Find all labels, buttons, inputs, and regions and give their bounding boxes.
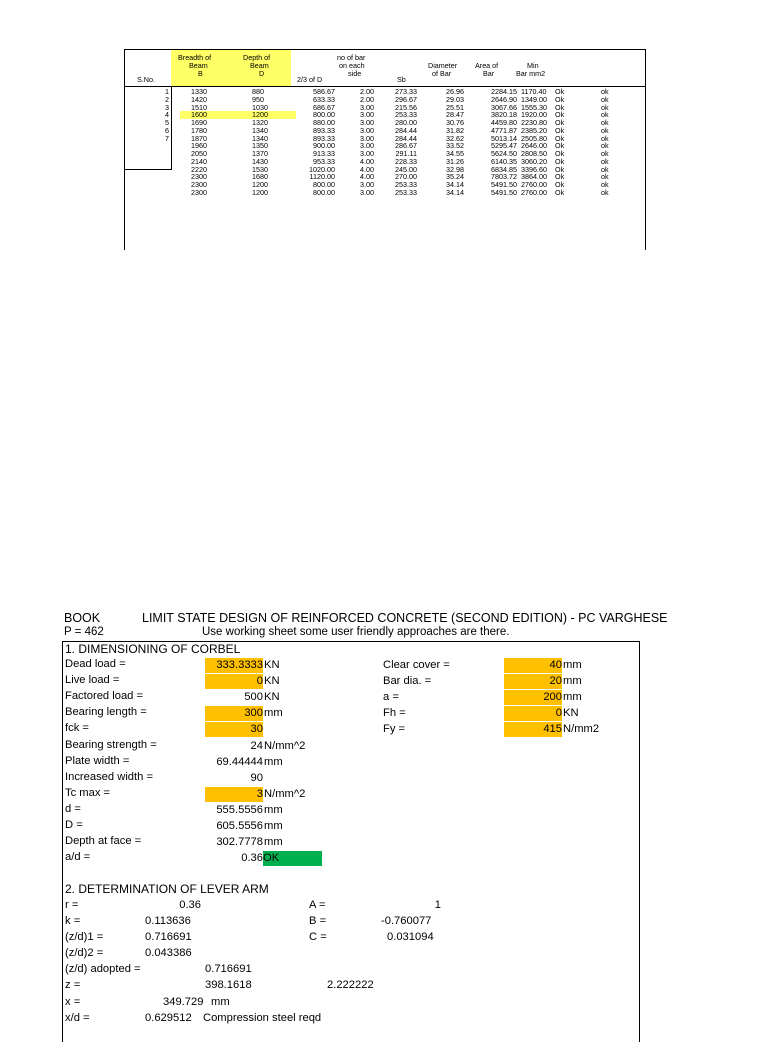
header-depth-2: Beam (250, 61, 269, 70)
dead-load-unit: KN (264, 659, 280, 671)
header-area-1: Area of (475, 61, 499, 70)
section-dimensioning: 1. DIMENSIONING OF CORBEL (65, 642, 241, 656)
cell-status: Ok (555, 180, 565, 189)
cell-depth: 1680 (252, 172, 268, 182)
book-line (64, 611, 668, 625)
zd2-label: (z/d)2 = (65, 947, 104, 959)
bearing-strength-unit: N/mm^2 (264, 740, 306, 752)
cell-min: 1920.00 (521, 110, 547, 120)
zd-adopted-value: 0.716691 (205, 963, 252, 975)
d-effective-value: 555.5556 (216, 804, 263, 816)
live-load-unit: KN (264, 675, 280, 687)
cell-dia: 30.76 (446, 118, 464, 127)
cell-check: ok (601, 133, 609, 143)
cell-bars: 3.00 (360, 118, 374, 127)
bearing-length-label: Bearing length = (65, 706, 147, 718)
a-value[interactable]: 200 (504, 690, 562, 705)
cell-two-third: 800.00 (313, 110, 335, 120)
cell-sno: 2 (165, 94, 169, 104)
bearing-strength-label: Bearing strength = (65, 739, 157, 751)
zd-adopted-label: (z/d) adopted = (65, 963, 141, 975)
bearing-strength-value: 24 (250, 740, 263, 752)
fh-value[interactable]: 0 (504, 706, 562, 721)
a-over-d-status: OK (263, 851, 322, 866)
cell-bars: 2.00 (360, 87, 374, 96)
cell-area: 3820.18 (491, 110, 517, 120)
cell-two-third: 913.33 (313, 149, 335, 158)
factored-load-unit: KN (264, 691, 280, 703)
tc-max-label: Tc max = (65, 787, 111, 799)
header-dia-1: Diameter (428, 61, 458, 70)
cell-breadth: 2220 (191, 164, 207, 174)
header-min-2: Bar mm2 (516, 69, 546, 78)
fck-value[interactable]: 30 (205, 722, 263, 737)
cell-min: 2760.00 (521, 180, 547, 189)
cell-status: Ok (555, 110, 565, 120)
table-row (125, 189, 645, 197)
cell-breadth: 2050 (191, 149, 207, 158)
cell-depth: 1530 (252, 164, 268, 174)
cell-two-third: 1120.00 (309, 172, 335, 182)
header-breadth-3: B (198, 69, 203, 78)
cell-bars: 4.00 (360, 156, 374, 166)
depth-face-label: Depth at face = (65, 835, 142, 847)
cell-check: ok (601, 141, 609, 151)
r-label: r = (65, 899, 79, 911)
cell-dia: 34.14 (446, 187, 464, 197)
x-unit: mm (211, 996, 230, 1008)
cell-dia: 33.52 (446, 141, 464, 151)
cell-sno: 5 (165, 118, 169, 127)
bearing-length-unit: mm (264, 707, 283, 719)
x-value: 349.729 (163, 996, 204, 1008)
cell-area: 4771.87 (491, 125, 517, 135)
increased-width-value: 90 (250, 772, 263, 784)
header-bars-1: no of bar (337, 53, 366, 62)
cell-check: ok (601, 172, 609, 182)
cell-bars: 3.00 (360, 141, 374, 151)
header-sno: S.No. (137, 75, 155, 84)
cell-min: 3060.20 (521, 156, 547, 166)
plate-width-value: 69.44444 (216, 756, 263, 768)
sheet-note: Use working sheet some user friendly approaches are there. (202, 626, 510, 638)
cell-sb: 215.56 (395, 102, 417, 112)
cell-bars: 4.00 (360, 172, 374, 182)
bar-dia-label: Bar dia. = (383, 675, 432, 687)
cell-area: 2646.90 (491, 94, 517, 104)
xd-note: Compression steel reqd (203, 1012, 322, 1024)
cell-bars: 3.00 (360, 133, 374, 143)
header-min-1: Min (527, 61, 539, 70)
cell-sb: 284.44 (395, 133, 417, 143)
coef-b-value: -0.760077 (381, 915, 432, 927)
cell-depth: 1200 (252, 110, 268, 120)
cell-two-third: 1020.00 (309, 164, 335, 174)
cell-two-third: 900.00 (313, 141, 335, 151)
cell-min: 2808.50 (521, 149, 547, 158)
cell-check: ok (601, 180, 609, 189)
cell-sb: 253.33 (395, 110, 417, 120)
cell-min: 2385.20 (521, 125, 547, 135)
fh-unit: KN (563, 707, 579, 719)
cell-breadth: 1870 (191, 133, 207, 143)
tc-max-value[interactable]: 3 (205, 787, 263, 802)
cell-bars: 3.00 (360, 102, 374, 112)
d-total-label: D = (65, 819, 83, 831)
section-lever-arm: 2. DETERMINATION OF LEVER ARM (65, 882, 269, 896)
cell-status: Ok (555, 94, 565, 104)
page-line (64, 626, 510, 638)
cell-area: 5624.50 (491, 149, 517, 158)
clear-cover-value[interactable]: 40 (504, 658, 562, 673)
cell-dia: 32.98 (446, 164, 464, 174)
plate-width-unit: mm (264, 756, 283, 768)
cell-status: Ok (555, 156, 565, 166)
header-bars-2: on each (339, 61, 365, 70)
r-value: 0.36 (179, 899, 201, 911)
cell-sb: 273.33 (395, 87, 417, 96)
cell-dia: 26.96 (446, 87, 464, 96)
cell-status: Ok (555, 133, 565, 143)
cell-breadth: 1960 (191, 141, 207, 151)
header-sb: Sb (397, 75, 406, 84)
cell-depth: 1030 (252, 102, 268, 112)
cell-dia: 34.14 (446, 180, 464, 189)
cell-status: Ok (555, 164, 565, 174)
cell-depth: 1430 (252, 156, 268, 166)
cell-depth: 1340 (252, 125, 268, 135)
zd2-value: 0.043386 (145, 947, 192, 959)
cell-sno: 3 (165, 102, 169, 112)
bar-dia-value[interactable]: 20 (504, 674, 562, 689)
cell-breadth: 2300 (191, 180, 207, 189)
calculation-box (62, 641, 640, 1042)
cell-check: ok (601, 125, 609, 135)
coef-c-label: C = (309, 931, 327, 943)
book-title: LIMIT STATE DESIGN OF REINFORCED CONCRETE (SECOND EDITION) - PC VARGHESE (142, 611, 668, 625)
cell-dia: 34.55 (446, 149, 464, 158)
coef-a-value: 1 (434, 899, 441, 911)
factored-load-value: 500 (244, 691, 263, 703)
d-effective-label: d = (65, 803, 81, 815)
d-total-value: 605.5556 (216, 820, 263, 832)
cell-check: ok (601, 164, 609, 174)
cell-area: 5295.47 (491, 141, 517, 151)
cell-two-third: 953.33 (313, 156, 335, 166)
cell-dia: 35.24 (446, 172, 464, 182)
a-over-d-value: 0.36 (241, 852, 263, 864)
cell-area: 4459.80 (491, 118, 517, 127)
cell-sb: 291.11 (395, 149, 417, 158)
cell-area: 6834.85 (491, 164, 517, 174)
cell-area: 3067.66 (491, 102, 517, 112)
cell-check: ok (601, 102, 609, 112)
cell-bars: 2.00 (360, 94, 374, 104)
factored-load-label: Factored load = (65, 690, 144, 702)
cell-area: 7803.72 (491, 172, 517, 182)
cell-status: Ok (555, 172, 565, 182)
cell-bars: 4.00 (360, 164, 374, 174)
cell-two-third: 880.00 (313, 118, 335, 127)
cell-two-third: 586.67 (313, 87, 335, 96)
cell-two-third: 800.00 (313, 187, 335, 197)
cell-check: ok (601, 156, 609, 166)
a-unit: mm (563, 691, 582, 703)
live-load-value[interactable]: 0 (205, 674, 263, 689)
cell-min: 1349.00 (521, 94, 547, 104)
cell-status: Ok (555, 118, 565, 127)
clear-cover-unit: mm (563, 659, 582, 671)
cell-depth: 1200 (252, 180, 268, 189)
cell-sb: 245.00 (395, 164, 417, 174)
clear-cover-label: Clear cover = (383, 659, 450, 671)
cell-sb: 286.67 (395, 141, 417, 151)
cell-sb: 228.33 (395, 156, 417, 166)
z-value: 398.1618 (205, 979, 252, 991)
a-label: a = (383, 691, 399, 703)
header-breadth-1: Breadth of (178, 53, 212, 62)
cell-breadth: 2300 (191, 187, 207, 197)
cell-sb: 284.44 (395, 125, 417, 135)
cell-check: ok (601, 87, 609, 96)
d-effective-unit: mm (264, 804, 283, 816)
cell-sb: 253.33 (395, 187, 417, 197)
corbel-design-sheet (60, 608, 760, 1024)
live-load-label: Live load = (65, 674, 120, 686)
header-bars-3: side (348, 69, 362, 78)
cell-min: 1170.40 (521, 87, 547, 96)
z-label: z = (65, 979, 81, 991)
cell-min: 2230.80 (521, 118, 547, 127)
header-two-third: 2/3 of D (297, 75, 323, 84)
header-dia-2: of Bar (432, 69, 452, 78)
cell-breadth: 1330 (191, 87, 207, 96)
cell-check: ok (601, 118, 609, 127)
cell-dia: 32.62 (446, 133, 464, 143)
cell-breadth: 1510 (191, 102, 207, 112)
cell-bars: 3.00 (360, 187, 374, 197)
cell-breadth: 1420 (191, 94, 207, 104)
cell-area: 2284.15 (491, 87, 517, 96)
depth-face-unit: mm (264, 836, 283, 848)
cell-sb: 296.67 (395, 94, 417, 104)
fy-label: Fy = (383, 723, 406, 735)
fy-value[interactable]: 415 (504, 722, 562, 737)
cell-min: 2505.80 (521, 133, 547, 143)
plate-width-label: Plate width = (65, 755, 130, 767)
header-breadth-2: Beam (189, 61, 208, 70)
cell-check: ok (601, 94, 609, 104)
xd-value: 0.629512 (145, 1012, 192, 1024)
cell-depth: 1200 (252, 187, 268, 197)
cell-check: ok (601, 149, 609, 158)
book-label: BOOK (64, 611, 101, 625)
cell-dia: 28.47 (446, 110, 464, 120)
header-depth-1: Depth of (243, 53, 271, 62)
cell-breadth: 2140 (191, 156, 207, 166)
zd1-value: 0.716691 (145, 931, 192, 943)
cell-depth: 1320 (252, 118, 268, 127)
cell-bars: 3.00 (360, 125, 374, 135)
cell-check: ok (601, 187, 609, 197)
cell-sb: 270.00 (395, 172, 417, 182)
cell-depth: 1370 (252, 149, 268, 158)
a-over-d-label: a/d = (65, 851, 91, 863)
cell-check: ok (601, 110, 609, 120)
cell-two-third: 893.33 (313, 133, 335, 143)
cell-bars: 3.00 (360, 180, 374, 189)
cell-breadth: 1780 (191, 125, 207, 135)
cell-two-third: 893.33 (313, 125, 335, 135)
cell-min: 2646.00 (521, 141, 547, 151)
k-label: k = (65, 915, 81, 927)
cell-area: 5013.14 (491, 133, 517, 143)
d-total-unit: mm (264, 820, 283, 832)
page-ref: P = 462 (64, 626, 104, 638)
cell-status: Ok (555, 102, 565, 112)
cell-min: 1555.30 (521, 102, 547, 112)
cell-bars: 3.00 (360, 149, 374, 158)
header-depth-3: D (259, 69, 265, 78)
cell-breadth: 1600 (191, 110, 207, 120)
cell-depth: 880 (252, 87, 264, 96)
z-extra-value: 2.222222 (327, 979, 374, 991)
cell-min: 3396.60 (521, 164, 547, 174)
tc-max-unit: N/mm^2 (264, 788, 306, 800)
zd1-label: (z/d)1 = (65, 931, 104, 943)
cell-status: Ok (555, 141, 565, 151)
dead-load-label: Dead load = (65, 658, 126, 670)
coef-b-label: B = (309, 915, 327, 927)
cell-dia: 29.03 (446, 94, 464, 104)
cell-breadth: 1690 (191, 118, 207, 127)
xd-label: x/d = (65, 1012, 90, 1024)
cell-min: 3864.00 (521, 172, 547, 182)
cell-sno: 6 (165, 125, 169, 135)
dead-load-value[interactable]: 333.3333 (205, 658, 263, 673)
cell-status: Ok (555, 87, 565, 96)
cell-breadth: 2300 (191, 172, 207, 182)
k-value: 0.113636 (145, 915, 191, 927)
coef-a-label: A = (309, 899, 326, 911)
beam-design-table (124, 49, 646, 250)
cell-min: 2760.00 (521, 187, 547, 197)
cell-two-third: 800.00 (313, 180, 335, 189)
cell-sb: 253.33 (395, 180, 417, 189)
fy-unit: N/mm2 (563, 723, 600, 735)
cell-sno: 1 (165, 87, 169, 96)
coef-c-value: 0.031094 (387, 931, 434, 943)
cell-sno: 4 (165, 110, 169, 120)
fck-label: fck = (65, 722, 89, 734)
cell-two-third: 686.67 (313, 102, 335, 112)
depth-face-value: 302.7778 (216, 836, 263, 848)
cell-status: Ok (555, 149, 565, 158)
bar-dia-unit: mm (563, 675, 582, 687)
cell-dia: 31.26 (446, 156, 464, 166)
cell-depth: 950 (252, 94, 264, 104)
cell-depth: 1350 (252, 141, 268, 151)
cell-dia: 25.51 (446, 102, 464, 112)
cell-two-third: 633.33 (313, 94, 335, 104)
cell-depth: 1340 (252, 133, 268, 143)
increased-width-label: Increased width = (65, 771, 153, 783)
fh-label: Fh = (383, 707, 406, 719)
cell-status: Ok (555, 187, 565, 197)
cell-bars: 3.00 (360, 110, 374, 120)
cell-dia: 31.82 (446, 125, 464, 135)
cell-sb: 280.00 (395, 118, 417, 127)
header-area-2: Bar (483, 69, 495, 78)
bearing-length-value[interactable]: 300 (205, 706, 263, 721)
cell-status: Ok (555, 125, 565, 135)
x-label: x = (65, 996, 81, 1008)
cell-sno: 7 (165, 133, 169, 143)
cell-area: 6140.35 (491, 156, 517, 166)
cell-area: 5491.50 (491, 187, 517, 197)
cell-area: 5491.50 (491, 180, 517, 189)
